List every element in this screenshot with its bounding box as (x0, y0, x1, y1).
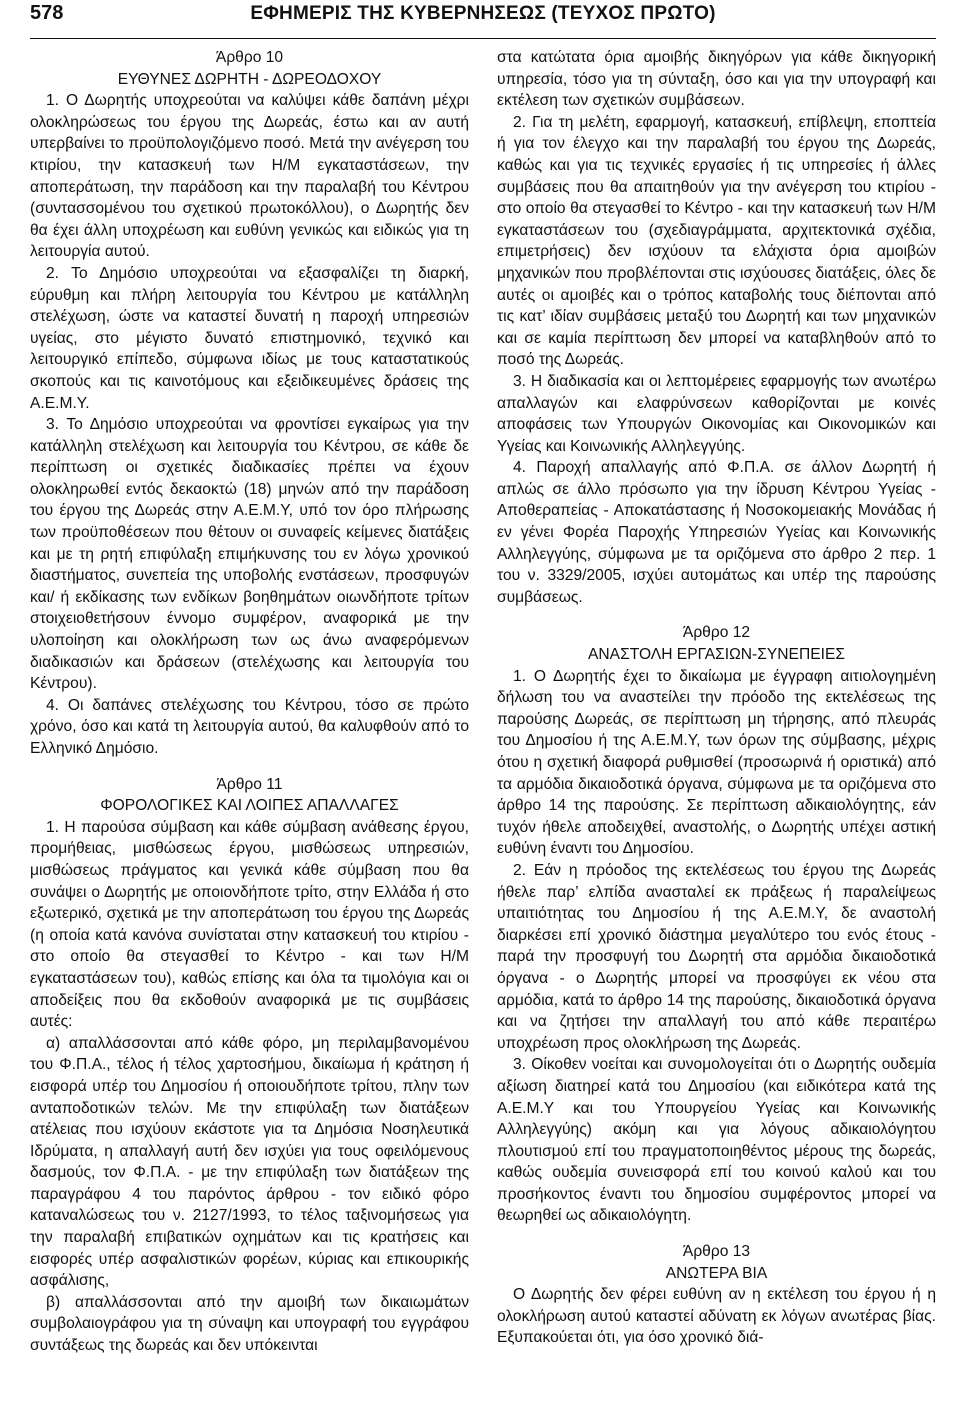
article-11-paragraph-b: β) απαλλάσσονται από την αμοιβή των δικαιωμάτων συμβολαιογράφου για τη σύναψη και υπογραφή του εγγράφου συντάξεως της δωρεάς και δεν υπόκεινται (30, 1293, 469, 1355)
article-12-number: Άρθρο 12 (682, 624, 751, 642)
right-column (497, 47, 936, 1357)
article-10-paragraph-1: 1. Ο Δωρητής υποχρεούται να καλύψει κάθε δαπάνη μέχρι ολοκληρώσεως του έργου της Δωρεάς, έστω και αν αυτή υπερβαίνει το προϋπολογιζόμενο ποσό. Μετά την ανέγερση του κτιρίου, την κατασκευή των Η/Μ εγκαταστάσεων, την αποπεράτωση, την παράδοση και την παραλαβή του Κέντρου (συντασσομένου του σχετικού πρωτοκόλλου), ο Δωρητής δεν θα έχει άλλη υποχρέωση και ευθύνη γενικώς και ειδικώς για τη λειτουργία αυτού. (30, 92, 469, 261)
article-11-paragraph-2: 2. Για τη μελέτη, εφαρμογή, κατασκευή, επίβλεψη, εποπτεία ή για τον έλεγχο και την παραλαβή του έργου της Δωρεάς, καθώς και για τις τεχνικές εργασίες ή τις υπηρεσίες ή άλλες συμβάσεις που θα απαιτηθούν για την ανέγερση του κτιρίου - στο οποίο θα στεγασθεί το Κέντρο - και την κατασκευή των Η/Μ εγκαταστάσεων του (σχεδιαγράμματα, αρχιτεκτονικά σχέδια, επιμετρήσεις) δεν ισχύουν τα ελάχιστα όρια αμοιβών μηχανικών που προβλέπονται στις ισχύουσες διατάξεις, όλες δε αυτές οι αμοιβές και ο τρόπος καταβολής τους διέπονται από τις κατ’ ιδίαν συμβάσεις μεταξύ του Δωρητή και των μηχανικών και σε καμία περίπτωση δεν μπορεί να καταβληθούν από το ποσό της Δωρεάς. (497, 113, 936, 369)
article-11-paragraph-3: 3. Η διαδικασία και οι λεπτομέρειες εφαρμογής των ανωτέρω απαλλαγών και ελαφρύνσεων καθορίζονται με κοινές αποφάσεις των Υπουργών Οικονομίας και Οικονομικών και Υγείας και Κοινωνικής Αλληλεγγύης. (497, 372, 936, 455)
text-columns (30, 47, 936, 1357)
article-10-paragraph-2: 2. Το Δημόσιο υποχρεούται να εξασφαλίζει τη διαρκή, εύρυθμη και πλήρη λειτουργία του Κέντρου με κατάλληλη στελέχωση, ώστε να καταστεί δυνατή η παροχή υπηρεσιών υγείας, στο μέγιστο δυνατό επιστημονικό, τεχνικό και λειτουργικό επίπεδο, σύμφωνα ιδίως με τους καταστατικούς σκοπούς και τις καινοτόμους και εξειδικευμένες δράσεις της Α.Ε.Μ.Υ. (30, 264, 469, 412)
article-11-paragraph-4: 4. Παροχή απαλλαγής από Φ.Π.Α. σε άλλον Δωρητή ή απλώς σε άλλο πρόσωπο για την ίδρυση Κέντρου Υγείας - Αποθεραπείας - Αποκατάστασης ή Νοσοκομειακής Μονάδας ή εν γένει Φορέα Παροχής Υπηρεσιών Υγείας και Κοινωνικής Αλληλεγγύης, σύμφωνα με τα οριζόμενα στο άρθρο 2 περ. 1 του ν. 3329/2005, ισχύει αυτομάτως και υπέρ της παρούσης συμβάσεως. (497, 459, 936, 606)
article-12-title: ΑΝΑΣΤΟΛΗ ΕΡΓΑΣΙΩΝ-ΣΥΝΕΠΕΙΕΣ (588, 646, 845, 664)
article-11-title: ΦΟΡΟΛΟΓΙΚΕΣ ΚΑΙ ΛΟΙΠΕΣ ΑΠΑΛΛΑΓΕΣ (100, 797, 399, 815)
article-12-paragraph-1: 1. Ο Δωρητής έχει το δικαίωμα με έγγραφη αιτιολογημένη δήλωση του να αναστείλει την πρόοδο της εκτελέσεως της παρούσης Δωρεάς, σε περίπτωση μη τήρησης, από πλευράς του Δημοσίου ή της Α.Ε.Μ.Υ, των όρων της σύμβασης, μέχρις ότου η σχετική διαφορά ρυθμισθεί (προσωρινά ή οριστικά) από τα αρμόδια δικαιοδοτικά όργανα, σύμφωνα με τα οριζόμενα στο άρθρο 14 της παρούσης. Σε περίπτωση αδικαιολόγητης, εάν τυχόν ήθελε αποδειχθεί, αναστολής, ο Δωρητής υπέχει αστική ευθύνη έναντι του Δημοσίου. (497, 667, 936, 858)
article-13-number: Άρθρο 13 (682, 1243, 751, 1261)
article-12-heading (497, 622, 936, 665)
article-11-continuation: στα κατώτατα όρια αμοιβής δικηγόρων για κάθε δικηγορική υπηρεσία, τόσο για τη σύνταξη, όσο και για την υπογραφή και εκτέλεση των σχετικών συμβάσεων. (497, 49, 936, 110)
page-number: 578 (30, 2, 64, 24)
article-13-paragraph-1: Ο Δωρητής δεν φέρει ευθύνη αν η εκτέλεση του έργου ή η ολοκλήρωση αυτού καταστεί αδύνατη εκ λόγων ανωτέρας βίας. Εξυπακούεται ότι, για όσο χρονικό διά- (497, 1286, 936, 1347)
article-12-paragraph-2: 2. Εάν η πρόοδος της εκτελέσεως του έργου της Δωρεάς ήθελε παρ’ ελπίδα ανασταλεί εκ πράξεως ή παραλείψεως υπαιτιότητας του Δημοσίου ή της Α.Ε.Μ.Υ, δε αναστολή διαρκέσει επί χρονικό διάστημα μεγαλύτερο του ενός έτους - παρά την προσφυγή του Δωρητή στα αρμόδια δικαιοδοτικά όργανα - ο Δωρητής μπορεί να προσφύγει εκ νέου στα αρμόδια, κατά το άρθρο 14 της παρούσης, δικαιοδοτικά όργανα και να ζητήσει την απαλλαγή του από κάθε περαιτέρω υποχρέωση προς ολοκλήρωση της Δωρεάς. (497, 861, 936, 1052)
article-10-title: ΕΥΘΥΝΕΣ ΔΩΡΗΤΗ - ΔΩΡΕΟΔΟΧΟΥ (117, 70, 382, 88)
running-title: ΕΦΗΜΕΡΙΣ ΤΗΣ ΚΥΒΕΡΝΗΣΕΩΣ (ΤΕΥΧΟΣ ΠΡΩΤΟ) (250, 3, 716, 24)
article-11-number: Άρθρο 11 (216, 775, 283, 793)
article-10-paragraph-4: 4. Οι δαπάνες στελέχωσης του Κέντρου, τόσο σε πρώτο χρόνο, όσο και κατά τη λειτουργία αυτού, θα καλυφθούν από το Ελληνικό Δημόσιο. (30, 696, 469, 757)
article-13-heading (497, 1241, 936, 1284)
article-12-paragraph-3: 3. Οίκοθεν νοείται και συνομολογείται ότι ο Δωρητής ουδεμία αξίωση διατηρεί κατά του Δημοσίου (και ειδικότερα κατά της Α.Ε.Μ.Υ και του Υπουργείου Υγείας και Κοινωνικής Αλληλεγγύης) ακόμη και για λόγους αδικαιολόγητου πλουτισμού επί του πραγματοποιηθέντος μέρους της δωρεάς, καθώς ουδεμία συνεισφορά επί του κοινού καλού και του προσήκοντος έναντι του δημοσίου συμφέροντος μπορεί να θεωρηθεί ως αδικαιολόγητη. (497, 1056, 936, 1225)
article-11-paragraph-a: α) απαλλάσσονται από κάθε φόρο, μη περιλαμβανομένου του Φ.Π.Α., τέλος ή τέλος χαρτοσήμου, δικαίωμα ή κράτηση ή εισφορά υπέρ του Δημοσίου ή οποιουδήποτε τρίτου, πλην των ανταποδοτικών τελών. Με την επιφύλαξη των διατάξεων ατέλειας που ισχύουν εκάστοτε για τα Δημόσια Νοσηλευτικά Ιδρύματα, η απαλλαγή αυτή δεν ισχύει για τους οφειλόμενους δασμούς, τον Φ.Π.Α. - με την επιφύλαξη των διατάξεων της παραγράφου 4 του παρόντος άρθρου - τον ειδικό φόρο καταναλώσεως του ν. 2127/1993, το τέλος ταξινομήσεως για την παραλαβή επιβατικών οχημάτων και τις κρατήσεις και εισφορές υπέρ ασφαλιστικών φορέων, κύριας και επικουρικής ασφάλισης, (30, 1034, 469, 1290)
page-header (30, 0, 936, 39)
article-10-heading (30, 47, 469, 90)
article-11-paragraph-1: 1. Η παρούσα σύμβαση και κάθε σύμβαση ανάθεσης έργου, προμήθειας, μισθώσεως έργου, μισθώσεως υπηρεσιών, μισθώσεως πράγματος και γενικά κάθε σύμβαση που θα συνάψει ο Δωρητής με οποιονδήποτε τρίτο, στην Ελλάδα ή στο εξωτερικό, σχετικά με την αποπεράτωση του έργου της Δωρεάς (η οποία κατά κανόνα συνίσταται στην κατασκευή του κτιρίου - στο οποίο θα στεγασθεί το Κέντρο - και των Η/Μ εγκαταστάσεων του), καθώς επίσης και όλα τα τιμολόγια και οι αποδείξεις που θα εκδοθούν αναφορικά με τις συμβάσεις αυτές: (30, 818, 469, 1031)
article-13-title: ΑΝΩΤΕΡΑ ΒΙΑ (665, 1264, 768, 1282)
left-column (30, 47, 469, 1357)
article-11-heading (30, 774, 469, 817)
article-10-number: Άρθρο 10 (215, 49, 284, 66)
article-10-paragraph-3: 3. Το Δημόσιο υποχρεούται να φροντίσει εγκαίρως για την κατάλληλη στελέχωση και λειτουργία του Κέντρου, σε κάθε δε περίπτωση οι σχετικές διαδικασίες πρέπει να έχουν ολοκληρωθεί εντός δεκαοκτώ (18) μηνών από την παράδοση του έργου της Δωρεάς στην Α.Ε.Μ.Υ, υπό τον όρο πλήρωσης των προϋποθέσεων που θέτουν οι συναφείς κείμενες διατάξεις και με τη ρητή επιφύλαξη επιμήκυνσης του εν λόγω χρονικού διαστήματος, συνεπεία της υποβολής ενστάσεων, προσφυγών και/ ή εκδίκασης των ενδίκων βοηθημάτων οιωνδήποτε τρίτων στοιχειοθετήσουν έννομο συμφέρον, αναφορικά με την υλοποίηση και ολοκλήρωση των ως άνω αναφερόμενων διαδικασιών και δράσεων (στελέχωσης και λειτουργία του Κέντρου). (30, 416, 469, 693)
